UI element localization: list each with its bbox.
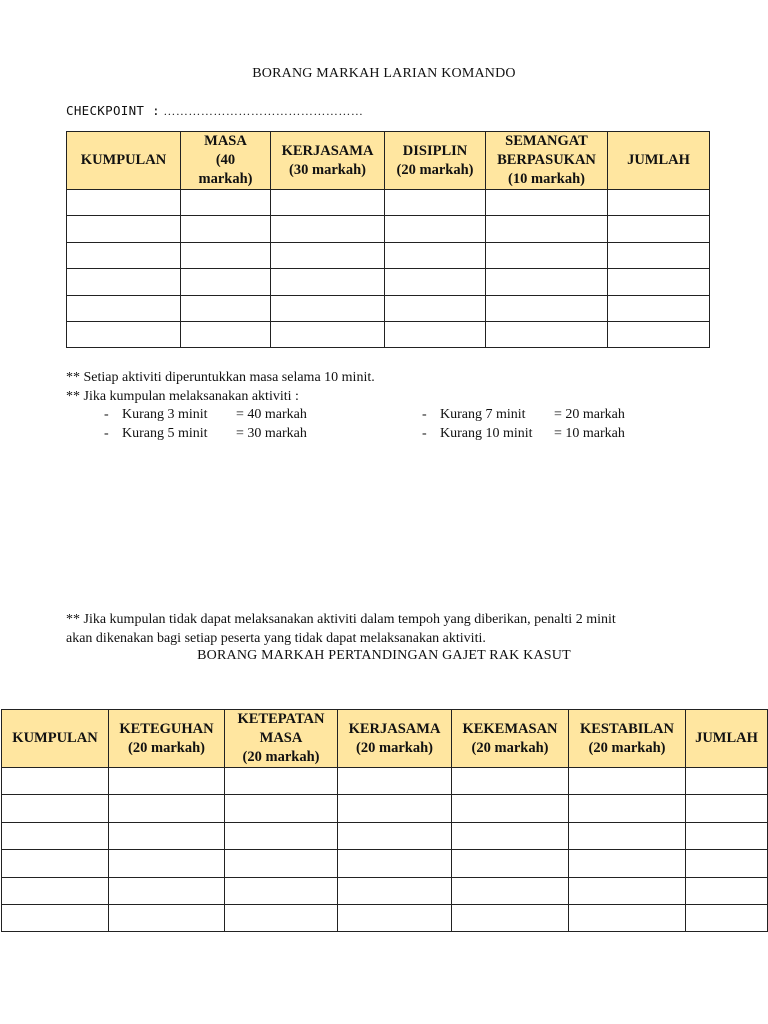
col-kumpulan: KUMPULAN <box>67 132 181 190</box>
col-jumlah: JUMLAH <box>686 710 768 768</box>
rak-kasut-score-table <box>1 709 768 932</box>
col-kerjasama: KERJASAMA (20 markah) <box>338 710 452 768</box>
table-row <box>67 242 710 268</box>
score-cell[interactable] <box>686 850 768 877</box>
score-cell[interactable] <box>338 768 452 795</box>
score-cell[interactable] <box>338 904 452 931</box>
table-row <box>2 768 768 795</box>
table-row <box>67 295 710 321</box>
score-cell[interactable] <box>67 190 181 216</box>
rule-item: - Kurang 7 minit = 20 markah <box>422 407 625 422</box>
score-cell[interactable] <box>271 216 385 242</box>
score-cell[interactable] <box>385 269 486 295</box>
score-cell[interactable] <box>608 242 710 268</box>
score-cell[interactable] <box>181 190 271 216</box>
score-cell[interactable] <box>452 795 569 822</box>
form2-title: BORANG MARKAH PERTANDINGAN GAJET RAK KASUT <box>197 648 571 663</box>
col-semangat-berpasukan: SEMANGAT BERPASUKAN (10 markah) <box>486 132 608 190</box>
score-cell[interactable] <box>452 822 569 849</box>
score-cell[interactable] <box>2 822 109 849</box>
score-cell[interactable] <box>486 269 608 295</box>
score-cell[interactable] <box>486 321 608 347</box>
note-scoring-intro: ** Jika kumpulan melaksanakan aktiviti : <box>66 389 299 404</box>
score-cell[interactable] <box>608 190 710 216</box>
score-cell[interactable] <box>181 295 271 321</box>
score-cell[interactable] <box>486 242 608 268</box>
score-cell[interactable] <box>271 321 385 347</box>
score-cell[interactable] <box>385 295 486 321</box>
score-cell[interactable] <box>608 216 710 242</box>
table-header-row <box>67 132 710 190</box>
table-row <box>2 850 768 877</box>
table-row <box>2 795 768 822</box>
form1-title: BORANG MARKAH LARIAN KOMANDO <box>252 66 516 81</box>
checkpoint-field <box>66 103 363 120</box>
score-cell[interactable] <box>225 795 338 822</box>
score-cell[interactable] <box>686 877 768 904</box>
score-cell[interactable] <box>271 190 385 216</box>
checkpoint-blank[interactable]: ………………………………………… <box>163 104 364 118</box>
score-cell[interactable] <box>338 795 452 822</box>
table-row <box>67 216 710 242</box>
score-cell[interactable] <box>686 795 768 822</box>
score-cell[interactable] <box>225 768 338 795</box>
score-cell[interactable] <box>225 904 338 931</box>
score-cell[interactable] <box>271 269 385 295</box>
score-cell[interactable] <box>338 822 452 849</box>
score-cell[interactable] <box>686 822 768 849</box>
score-cell[interactable] <box>569 822 686 849</box>
score-cell[interactable] <box>608 321 710 347</box>
score-cell[interactable] <box>109 877 225 904</box>
rule-item: - Kurang 10 minit = 10 markah <box>422 426 625 441</box>
komando-score-table <box>66 131 710 348</box>
score-cell[interactable] <box>452 850 569 877</box>
score-cell[interactable] <box>271 242 385 268</box>
note-time-allotted: ** Setiap aktiviti diperuntukkan masa selama 10 minit. <box>66 370 375 385</box>
score-cell[interactable] <box>2 877 109 904</box>
penalty-note: ** Jika kumpulan tidak dapat melaksanakan aktiviti dalam tempoh yang diberikan, penalti 2 minit akan dikenakan bagi setiap peserta yang tidak dapat melaksanakan aktiviti. <box>66 612 616 646</box>
score-cell[interactable] <box>385 216 486 242</box>
table-header-row <box>2 710 768 768</box>
score-cell[interactable] <box>109 795 225 822</box>
score-cell[interactable] <box>67 295 181 321</box>
rule-item: - Kurang 5 minit = 30 markah <box>104 426 307 441</box>
score-cell[interactable] <box>569 850 686 877</box>
score-cell[interactable] <box>486 295 608 321</box>
score-cell[interactable] <box>109 850 225 877</box>
score-cell[interactable] <box>686 904 768 931</box>
col-keteguhan: KETEGUHAN (20 markah) <box>109 710 225 768</box>
score-cell[interactable] <box>225 877 338 904</box>
table-row <box>2 904 768 931</box>
score-cell[interactable] <box>2 768 109 795</box>
score-cell[interactable] <box>452 904 569 931</box>
rule-item: - Kurang 3 minit = 40 markah <box>104 407 307 422</box>
score-cell[interactable] <box>338 850 452 877</box>
table-body <box>67 190 710 348</box>
score-cell[interactable] <box>225 822 338 849</box>
score-cell[interactable] <box>452 877 569 904</box>
score-cell[interactable] <box>2 850 109 877</box>
score-cell[interactable] <box>181 269 271 295</box>
score-cell[interactable] <box>2 904 109 931</box>
table-body <box>2 768 768 932</box>
table-row <box>67 321 710 347</box>
col-kestabilan: KESTABILAN (20 markah) <box>569 710 686 768</box>
score-cell[interactable] <box>67 321 181 347</box>
score-cell[interactable] <box>569 904 686 931</box>
score-cell[interactable] <box>181 321 271 347</box>
table-row <box>67 190 710 216</box>
col-kumpulan: KUMPULAN <box>2 710 109 768</box>
col-ketepatan-masa: KETEPATAN MASA (20 markah) <box>225 710 338 768</box>
notes <box>66 368 375 406</box>
col-masa: MASA (40 markah) <box>181 132 271 190</box>
score-cell[interactable] <box>385 242 486 268</box>
table-row <box>2 822 768 849</box>
score-cell[interactable] <box>486 216 608 242</box>
col-disiplin: DISIPLIN (20 markah) <box>385 132 486 190</box>
score-cell[interactable] <box>608 295 710 321</box>
score-cell[interactable] <box>181 242 271 268</box>
col-kekemasan: KEKEMASAN (20 markah) <box>452 710 569 768</box>
score-cell[interactable] <box>181 216 271 242</box>
checkpoint-label: CHECKPOINT : <box>66 103 160 118</box>
table-row <box>67 269 710 295</box>
col-kerjasama: KERJASAMA (30 markah) <box>271 132 385 190</box>
score-cell[interactable] <box>569 795 686 822</box>
score-cell[interactable] <box>686 768 768 795</box>
score-cell[interactable] <box>271 295 385 321</box>
col-jumlah: JUMLAH <box>608 132 710 190</box>
score-cell[interactable] <box>452 768 569 795</box>
score-cell[interactable] <box>67 242 181 268</box>
score-cell[interactable] <box>569 768 686 795</box>
score-cell[interactable] <box>109 904 225 931</box>
score-cell[interactable] <box>385 190 486 216</box>
score-cell[interactable] <box>608 269 710 295</box>
score-cell[interactable] <box>569 877 686 904</box>
score-cell[interactable] <box>109 768 225 795</box>
score-cell[interactable] <box>67 216 181 242</box>
score-cell[interactable] <box>486 190 608 216</box>
score-cell[interactable] <box>2 795 109 822</box>
score-cell[interactable] <box>385 321 486 347</box>
score-cell[interactable] <box>225 850 338 877</box>
table-row <box>2 877 768 904</box>
score-cell[interactable] <box>67 269 181 295</box>
score-cell[interactable] <box>109 822 225 849</box>
score-cell[interactable] <box>338 877 452 904</box>
